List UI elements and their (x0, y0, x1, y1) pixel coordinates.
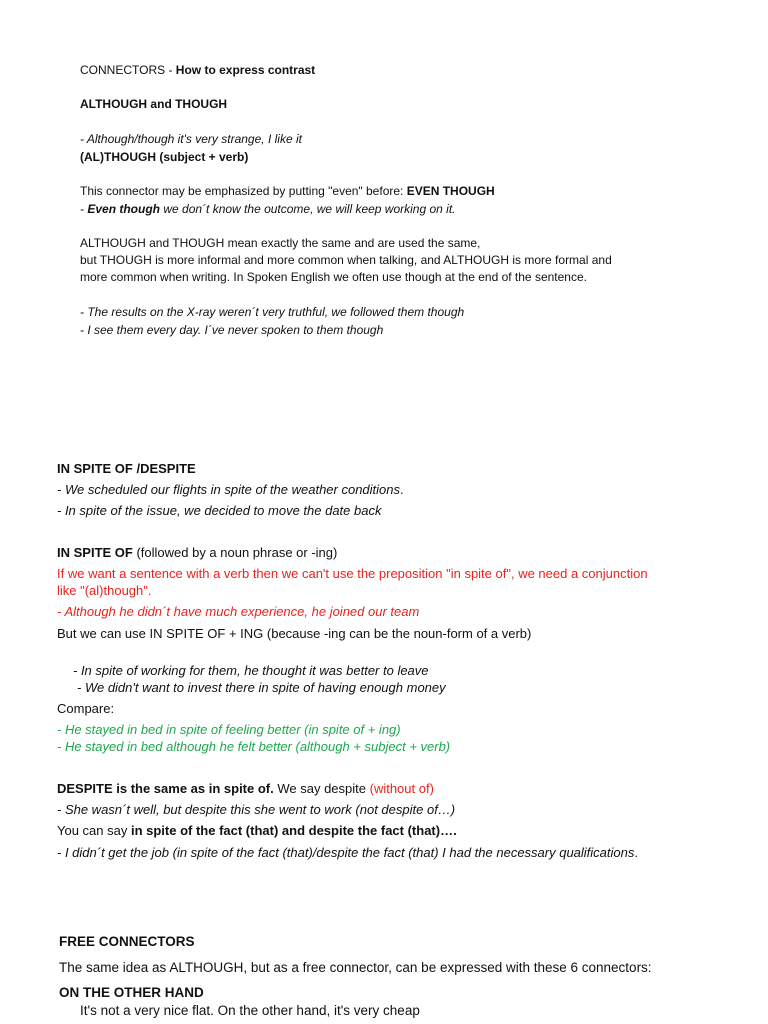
text-line: You can say in spite of the fact (that) and despite the fact (that)…. (57, 823, 457, 838)
example-line: - I see them every day. I´ve never spoken to them though (80, 323, 384, 337)
rule-line: (AL)THOUGH (subject + verb) (80, 150, 249, 164)
heading-free-connectors: FREE CONNECTORS (59, 934, 195, 949)
example-line: - We scheduled our flights in spite of the weather conditions. (57, 482, 404, 497)
example-line: - We didn't want to invest there in spite of having enough money (77, 680, 446, 695)
example-line: - The results on the X-ray weren´t very truthful, we followed them though (80, 305, 465, 319)
heading-in-spite-of-despite: IN SPITE OF /DESPITE (57, 461, 196, 476)
example-line: - I didn´t get the job (in spite of the fact (that)/despite the fact (that) I had the necessary qualifications. (57, 845, 638, 860)
example-line: - Although/though it's very strange, I like it (80, 132, 302, 146)
example-line: - In spite of working for them, he thought it was better to leave (73, 663, 429, 678)
example-line: - In spite of the issue, we decided to move the date back (57, 503, 382, 518)
text-line: but THOUGH is more informal and more common when talking, and ALTHOUGH is more formal and (80, 253, 612, 267)
example-line: - Even though we don´t know the outcome, we will keep working on it. (80, 202, 456, 216)
doc-title: CONNECTORS - How to express contrast (80, 63, 316, 77)
heading-on-the-other-hand: ON THE OTHER HAND (59, 985, 204, 1000)
warning-line: If we want a sentence with a verb then we can't use the preposition "in spite of", we need a conjunction (57, 566, 648, 581)
example-line: It's not a very nice flat. On the other hand, it's very cheap (80, 1003, 420, 1018)
text-line: The same idea as ALTHOUGH, but as a free connector, can be expressed with these 6 connectors: (59, 960, 652, 975)
warning-line: like "(al)though". (57, 583, 152, 598)
heading-although-though: ALTHOUGH and THOUGH (80, 97, 228, 111)
text-line: But we can use IN SPITE OF + ING (because -ing can be the noun-form of a verb) (57, 626, 532, 641)
example-line: - She wasn´t well, but despite this she went to work (not despite of…) (57, 802, 456, 817)
text-line: more common when writing. In Spoken English we often use though at the end of the sentence. (80, 270, 587, 284)
example-line: - Although he didn´t have much experience, he joined our team (57, 604, 420, 619)
despite-rule: DESPITE is the same as in spite of. We say despite (without of) (57, 781, 434, 796)
example-line: - He stayed in bed in spite of feeling better (in spite of + ing) (57, 722, 401, 737)
example-line: - He stayed in bed although he felt better (although + subject + verb) (57, 739, 451, 754)
text-line: This connector may be emphasized by putting "even" before: EVEN THOUGH (80, 184, 495, 198)
text-line: ALTHOUGH and THOUGH mean exactly the same and are used the same, (80, 236, 481, 250)
heading-in-spite-of: IN SPITE OF (followed by a noun phrase or -ing) (57, 545, 338, 560)
compare-label: Compare: (57, 701, 115, 716)
